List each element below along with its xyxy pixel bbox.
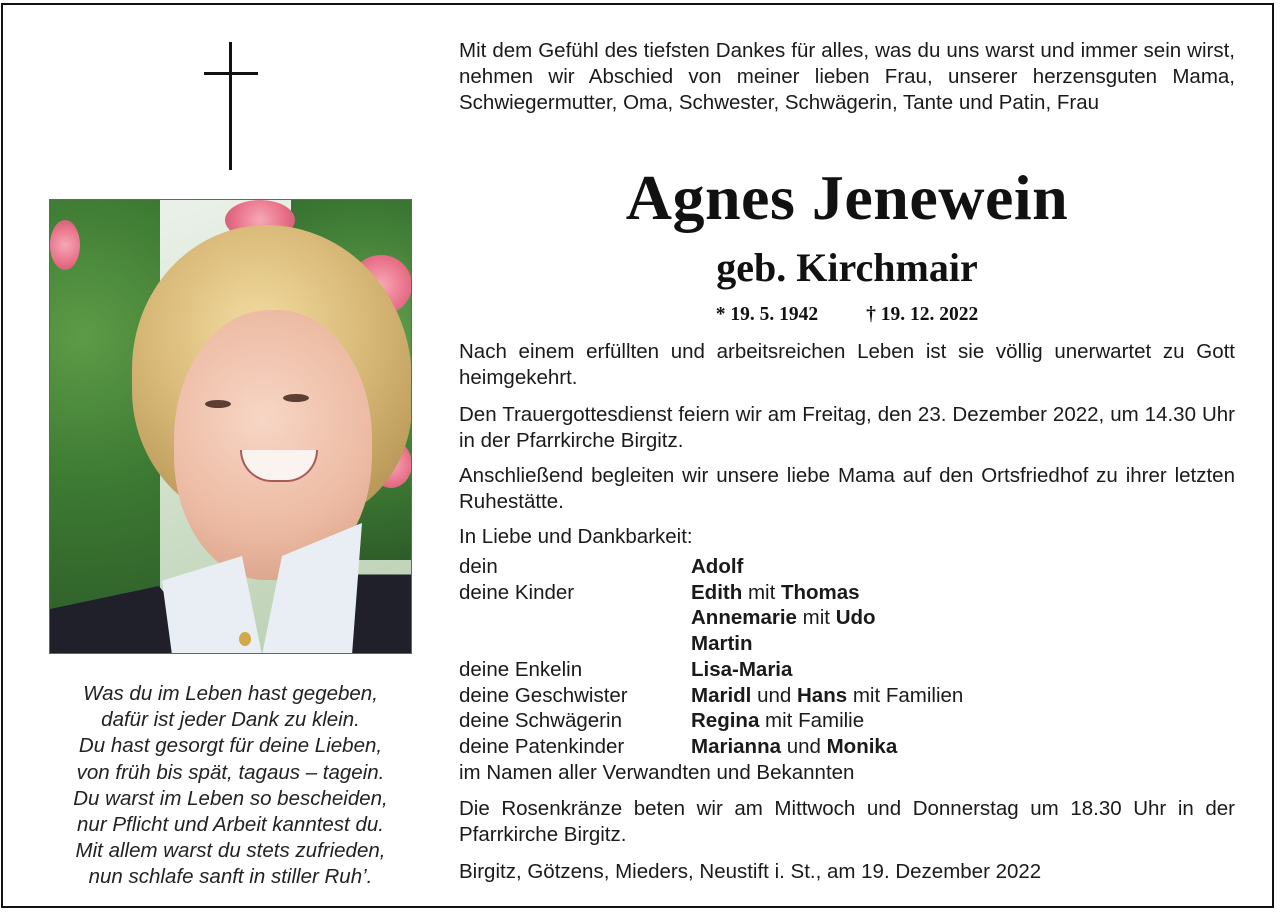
family-name: Hans — [796, 683, 848, 707]
life-dates — [459, 302, 1235, 328]
poem-line: nun schlafe sanft in stiller Ruh’. — [88, 865, 373, 889]
family-name: Annemarie — [691, 606, 797, 630]
poem-line: Mit allem warst du stets zufrieden, — [75, 839, 386, 863]
family-relation: deine Kinder — [459, 580, 575, 604]
family-relation: deine Patenkinder — [459, 734, 625, 758]
family-relation: deine Geschwister — [459, 683, 628, 707]
portrait-photo — [49, 199, 412, 654]
family-closing: im Namen aller Verwandten und Bekannten — [459, 760, 855, 784]
paragraph-service: Den Trauergottesdienst feiern wir am Freitag, den 23. Dezember 2022, um 14.30 Uhr in der Pfarrkirche Birgitz. — [459, 403, 1235, 452]
maiden-name: geb. Kirchmair — [716, 245, 978, 290]
family-row — [459, 554, 1235, 580]
cross-icon — [204, 42, 258, 170]
poem-line: von früh bis spät, tagaus – tagein. — [76, 760, 385, 784]
family-name: Martin — [691, 632, 753, 656]
family-name: Lisa-Maria — [691, 657, 793, 681]
family-row — [459, 734, 1235, 760]
family-suffix: mit Familie — [759, 709, 865, 733]
intro-text: Mit dem Gefühl des tiefsten Dankes für alles, was du uns warst und immer sein wirst, nehmen wir Abschied von meiner lieben Frau, unserer herzensguten Mama, Schwiegermutter, Oma, Schwester, Schwägerin, Tante und Patin, Frau — [459, 39, 1235, 114]
family-conj: und — [781, 734, 827, 758]
rosary-text: Die Rosenkränze beten wir am Mittwoch und Donnerstag um 18.30 Uhr in der Pfarrkirche Birgitz. — [459, 797, 1235, 846]
family-row — [459, 657, 1235, 683]
obituary-frame — [1, 3, 1274, 908]
family-relation: deine Enkelin — [459, 657, 583, 681]
paragraph-love: In Liebe und Dankbarkeit: — [459, 525, 693, 548]
deceased-name: Agnes Jenewein — [625, 162, 1069, 233]
family-conj: mit — [742, 580, 781, 604]
family-name: Udo — [835, 606, 876, 630]
paragraph-passing: Nach einem erfüllten und arbeitsreichen Leben ist sie völlig unerwartet zu Gott heimgekehrt. — [459, 340, 1235, 389]
family-row — [459, 605, 1235, 631]
poem-line: dafür ist jeder Dank zu klein. — [101, 708, 360, 732]
family-conj: und — [751, 683, 797, 707]
family-relation — [459, 631, 691, 657]
family-row — [459, 631, 1235, 657]
family-row — [459, 708, 1235, 734]
family-name: Monika — [826, 734, 898, 758]
family-name: Thomas — [780, 580, 860, 604]
family-relation — [459, 605, 691, 631]
death-date: † 19. 12. 2022 — [866, 304, 979, 325]
family-name: Regina — [691, 709, 760, 733]
poem-line: nur Pflicht und Arbeit kanntest du. — [77, 813, 384, 837]
poem — [43, 681, 418, 891]
family-name: Adolf — [691, 555, 744, 578]
family-suffix: mit Familien — [847, 683, 964, 707]
family-name: Maridl — [691, 683, 752, 707]
family-row — [459, 683, 1235, 709]
family-conj: mit — [796, 606, 836, 630]
family-row — [459, 580, 1235, 606]
poem-line: Du warst im Leben so bescheiden, — [73, 786, 388, 810]
family-relation: dein — [459, 555, 498, 578]
paragraph-burial: Anschließend begleiten wir unsere liebe Mama auf den Ortsfriedhof zu ihrer letzten Ruhestätte. — [459, 464, 1235, 513]
family-list — [459, 554, 1235, 785]
family-relation: deine Schwägerin — [459, 709, 622, 733]
poem-line: Was du im Leben hast gegeben, — [83, 682, 378, 705]
birth-date: * 19. 5. 1942 — [715, 304, 819, 325]
family-name: Edith — [691, 580, 743, 604]
place-date: Birgitz, Götzens, Mieders, Neustift i. St., am 19. Dezember 2022 — [459, 860, 1042, 883]
poem-line: Du hast gesorgt für deine Lieben, — [78, 734, 383, 758]
family-name: Marianna — [691, 734, 781, 758]
